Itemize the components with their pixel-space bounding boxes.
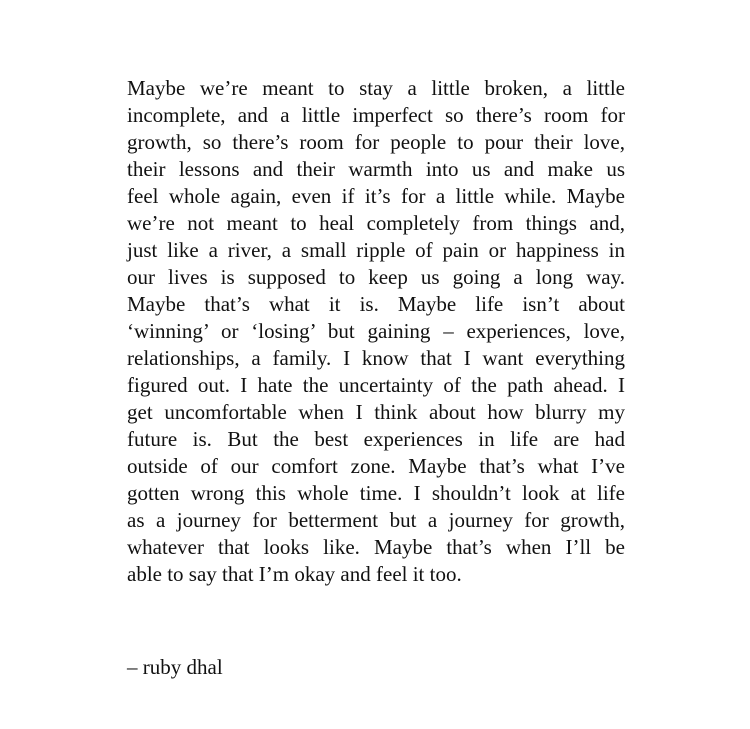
quote-line: ‘winning’ or ‘losing’ but gaining – experiences, love,	[127, 319, 625, 343]
quote-line: whatever that looks like. Maybe that’s when I’ll be	[127, 535, 625, 559]
quote-line: just like a river, a small ripple of pain or happiness in	[127, 238, 625, 262]
quote-line: figured out. I hate the uncertainty of the path ahead. I	[127, 373, 625, 397]
quote-line: future is. But the best experiences in life are had	[127, 427, 625, 451]
quote-line: Maybe we’re meant to stay a little broken, a little	[127, 76, 625, 100]
quote-line: relationships, a family. I know that I want everything	[127, 346, 625, 370]
quote-line: our lives is supposed to keep us going a long way.	[127, 265, 625, 289]
quote-line: growth, so there’s room for people to pour their love,	[127, 130, 625, 154]
author-signature: – ruby dhal	[127, 655, 223, 679]
quote-line: get uncomfortable when I think about how blurry my	[127, 400, 625, 424]
quote-line: outside of our comfort zone. Maybe that’s what I’ve	[127, 454, 625, 478]
quote-body	[127, 75, 625, 588]
quote-line: we’re not meant to heal completely from things and,	[127, 211, 625, 235]
quote-line: gotten wrong this whole time. I shouldn’t look at life	[127, 481, 625, 505]
quote-line: feel whole again, even if it’s for a little while. Maybe	[127, 184, 625, 208]
quote-line: incomplete, and a little imperfect so there’s room for	[127, 103, 625, 127]
quote-line: Maybe that’s what it is. Maybe life isn’t about	[127, 292, 625, 316]
quote-line: as a journey for betterment but a journey for growth,	[127, 508, 625, 532]
quote-line: able to say that I’m okay and feel it too.	[127, 562, 462, 586]
quote-line: their lessons and their warmth into us and make us	[127, 157, 625, 181]
